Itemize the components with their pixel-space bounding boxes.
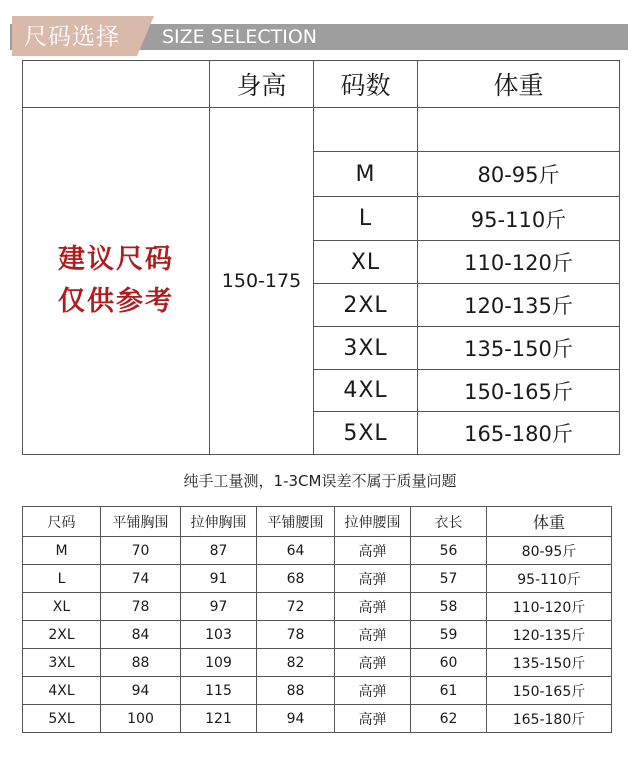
table-row xyxy=(23,593,612,621)
size-recommendation-table xyxy=(22,60,620,455)
header-weight: 体重 xyxy=(493,71,544,100)
table-cell: 94 xyxy=(101,677,181,705)
table-cell: 高弹 xyxy=(335,677,411,705)
height-range: 150-175 xyxy=(221,270,302,292)
table-cell: 高弹 xyxy=(335,649,411,677)
table-cell: 97 xyxy=(181,593,257,621)
weight-cell: 80-95斤 xyxy=(477,163,560,187)
table-cell: 115 xyxy=(181,677,257,705)
table-cell: 150-165斤 xyxy=(487,677,612,705)
table-cell: 82 xyxy=(257,649,335,677)
header-size: 码数 xyxy=(340,71,391,100)
column-header: 尺码 xyxy=(23,507,101,537)
table-cell: 80-95斤 xyxy=(487,537,612,565)
table-cell: 135-150斤 xyxy=(487,649,612,677)
banner-title-en: SIZE SELECTION xyxy=(162,26,318,48)
size-cell: 4XL xyxy=(343,378,388,403)
table-cell: 74 xyxy=(101,565,181,593)
table-cell: 78 xyxy=(101,593,181,621)
section-banner xyxy=(10,22,630,52)
table-row xyxy=(23,705,612,733)
column-header: 拉伸腰围 xyxy=(335,507,411,537)
table-cell: 5XL xyxy=(23,705,101,733)
table-cell: 94 xyxy=(257,705,335,733)
table-cell: 120-135斤 xyxy=(487,621,612,649)
table-row xyxy=(23,649,612,677)
table-cell: 57 xyxy=(411,565,487,593)
table-header-row xyxy=(23,507,612,537)
size-note xyxy=(23,108,209,454)
table-cell: 165-180斤 xyxy=(487,705,612,733)
table-cell: 78 xyxy=(257,621,335,649)
table-cell: 88 xyxy=(101,649,181,677)
table-row xyxy=(23,621,612,649)
table-cell: 121 xyxy=(181,705,257,733)
table-cell: M xyxy=(23,537,101,565)
weight-cell: 95-110斤 xyxy=(470,207,567,232)
table-cell: 59 xyxy=(411,621,487,649)
table-cell: 56 xyxy=(411,537,487,565)
size-cell: M xyxy=(355,161,376,187)
table-cell: L xyxy=(23,565,101,593)
table-cell: 72 xyxy=(257,593,335,621)
size-cell: L xyxy=(358,206,373,231)
table-cell: 62 xyxy=(411,705,487,733)
table-cell: 58 xyxy=(411,593,487,621)
table-row xyxy=(23,537,612,565)
table-cell: 84 xyxy=(101,621,181,649)
size-note-line2: 仅供参考 xyxy=(58,286,174,317)
table-cell: 110-120斤 xyxy=(487,593,612,621)
table-cell: 4XL xyxy=(23,677,101,705)
size-cell: 3XL xyxy=(343,335,388,361)
table-cell: 高弹 xyxy=(335,565,411,593)
table-cell: 高弹 xyxy=(335,593,411,621)
table-cell: 103 xyxy=(181,621,257,649)
weight-cell: 165-180斤 xyxy=(464,422,573,446)
measurement-table xyxy=(22,506,612,733)
table-cell: 109 xyxy=(181,649,257,677)
table-cell: 88 xyxy=(257,677,335,705)
column-header: 衣长 xyxy=(411,507,487,537)
table-cell: 91 xyxy=(181,565,257,593)
size-cell: 2XL xyxy=(343,292,388,318)
weight-cell: 120-135斤 xyxy=(464,294,573,318)
table-cell: 高弹 xyxy=(335,537,411,565)
table-cell: 64 xyxy=(257,537,335,565)
banner-title-cn: 尺码选择 xyxy=(24,24,120,50)
table-cell: XL xyxy=(23,593,101,621)
table-cell: 68 xyxy=(257,565,335,593)
table-cell: 3XL xyxy=(23,649,101,677)
table-row xyxy=(23,565,612,593)
table-cell: 高弹 xyxy=(335,621,411,649)
column-header: 拉伸胸围 xyxy=(181,507,257,537)
size-cell: 5XL xyxy=(343,420,388,446)
header-height: 身高 xyxy=(236,71,287,100)
table-cell: 87 xyxy=(181,537,257,565)
table-cell: 高弹 xyxy=(335,705,411,733)
table-cell: 70 xyxy=(101,537,181,565)
table-cell: 60 xyxy=(411,649,487,677)
measurement-caption: 纯手工量测，1-3CM误差不属于质量问题 xyxy=(183,472,457,490)
size-cell: XL xyxy=(350,249,381,275)
weight-cell: 110-120斤 xyxy=(464,251,573,275)
table-row xyxy=(23,677,612,705)
size-note-line1: 建议尺码 xyxy=(58,244,174,275)
column-header: 体重 xyxy=(487,507,612,537)
table-cell: 61 xyxy=(411,677,487,705)
weight-cell: 135-150斤 xyxy=(464,337,573,361)
table-cell: 100 xyxy=(101,705,181,733)
column-header: 平铺腰围 xyxy=(257,507,335,537)
table-cell: 2XL xyxy=(23,621,101,649)
column-header: 平铺胸围 xyxy=(101,507,181,537)
table-cell: 95-110斤 xyxy=(487,565,612,593)
weight-cell: 150-165斤 xyxy=(464,379,573,404)
